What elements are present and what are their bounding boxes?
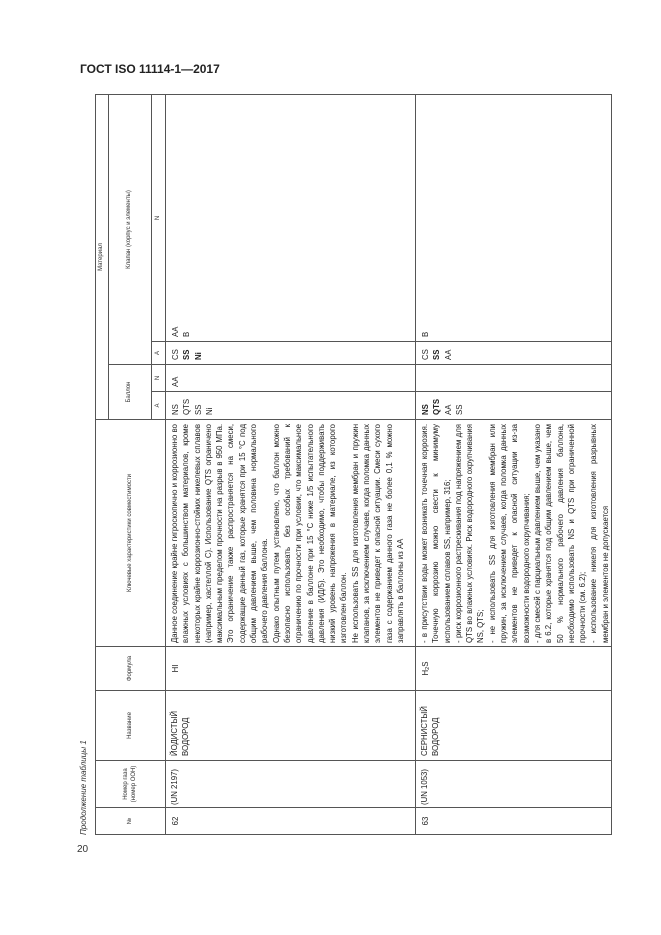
un-number: (UN 2197): [170, 769, 179, 805]
formula: [421, 662, 430, 676]
header-key-characteristics: Ключевые характеристики совместимости: [96, 420, 166, 647]
key-characteristics-paragraph: - для смесей с парциальным давлением выше, чем указано в 6.2, которые хранятся под общим давлением выше, чем 50 % нормального рабочего давления баллона, необходимо использовать NS и QTS при ограниченной прочности (см. 6.2);: [532, 424, 588, 643]
formula-cell: [166, 647, 416, 691]
gas-name-cell: [416, 691, 612, 761]
formula-base: H: [421, 669, 430, 676]
table-caption: Продолжение таблицы 1: [79, 740, 88, 835]
rotated-table-area: [79, 95, 610, 835]
un-number-cell: [166, 761, 416, 808]
header-formula: Формула: [96, 647, 166, 691]
header-cylinder-a: A: [152, 392, 166, 420]
formula-plain: HI: [171, 664, 180, 673]
material-code: B: [182, 331, 192, 337]
material-code: QTS: [182, 398, 192, 415]
material-code: B: [421, 331, 430, 337]
formula-cell: [416, 647, 612, 691]
material-code: SS: [193, 404, 203, 415]
formula-tail: S: [421, 661, 430, 667]
key-characteristics-paragraph: Однако опытным путем установлено, что баллон можно безопасно использовать без особых требований к ограничению по прочности при условии, что максимальное давление в баллоне при 15 °С ниже 1/5 испытательного давления (ИД/5). Это необходимо, чтобы поддерживать низкий уровень напряжения в материале, из которого изготовлен баллон.: [271, 424, 349, 643]
key-characteristics-paragraph: Не использовать SS для изготовления мембран и пружин клапанов, за исключением случаев, когда поломка данных элементов не приведет к опасной ситуации. Смеси сухого газа с содержанием данного газа не более 0,1 % можно заправлять в баллоны из AA: [350, 424, 405, 643]
key-characteristics-paragraph: Данное соединение крайне гигроскопично и коррозионно во влажных условиях с большинством материалов, кроме некоторых крайне коррозионно-стойких никелевых сплавов (например, хастеллой C). Использование QTS ограничено максимальным пределом прочности на разрыв в 950 МПа. Это ограничение также распространяется на смеси, содержащие данный газ, которые хранятся при 15 °С под общим давлением выше, чем половина нормального рабочего давления баллона.: [170, 424, 270, 643]
key-characteristics-paragraph: - в присутствии воды может возникать точечная коррозия. Точечную коррозию можно свести к минимуму использованием сплавов SS, например, 316;: [420, 424, 452, 643]
header-no: №: [96, 808, 166, 835]
material-code: Ni: [204, 407, 214, 415]
material-code: SS: [182, 349, 192, 360]
row-number-cell: [416, 808, 612, 835]
cylinder-a-cell: [416, 392, 612, 420]
valve-n-cell: [416, 94, 612, 341]
header-name: Название: [96, 691, 166, 761]
gas-name: ЙОДИСТЫЙ ВОДОРОД: [170, 710, 191, 756]
table-body: [166, 94, 612, 834]
header-cylinder-n: N: [152, 365, 166, 392]
valve-n-cell: [166, 94, 416, 341]
header-un-number: Номер газа (номер ООН): [96, 761, 166, 808]
row-number: 62: [171, 816, 180, 826]
material-code: Ni: [193, 352, 203, 360]
material-code: CS: [171, 349, 180, 360]
material-code: SS: [432, 349, 442, 360]
material-code: QTS: [432, 398, 442, 415]
formula: [171, 665, 180, 673]
header-valve-n: N: [152, 94, 166, 341]
gas-compatibility-table: [95, 94, 612, 835]
material-code: NS: [421, 404, 430, 415]
gas-name-cell: [166, 691, 416, 761]
page-number: 20: [77, 844, 89, 855]
key-characteristics-paragraph: - риск коррозионного растрескивания под напряжением для QTS во влажных условиях. Риск водородного охрупчивания NS, QTS;: [453, 424, 486, 643]
material-code: AA: [443, 404, 453, 415]
cylinder-n-cell: [416, 365, 612, 392]
un-number-cell: [416, 761, 612, 808]
header-cylinder: Баллон: [109, 365, 152, 420]
material-code: AA: [171, 326, 180, 337]
key-characteristics-paragraph: - не использовать SS для изготовления мембран или пружин, за исключением случаев, когда поломка данных элементов не приведет к опасной ситуации из-за возможности водородного охрупчивания;: [487, 424, 531, 643]
material-code: CS: [421, 349, 430, 360]
document-title: ГОСТ ISO 11114-1—2017: [80, 62, 220, 76]
cylinder-a-cell: [166, 392, 416, 420]
gas-name: СЕРНИСТЫЙ ВОДОРОД: [420, 706, 441, 756]
header-valve-a: A: [152, 342, 166, 365]
cylinder-n-cell: [166, 365, 416, 392]
key-characteristics-cell: [166, 420, 416, 647]
material-code: AA: [171, 376, 180, 387]
material-code: SS: [454, 404, 464, 415]
header-valve: Клапан (корпус и элементы): [109, 94, 152, 364]
formula-subscript: 2: [425, 666, 431, 670]
row-number-cell: [166, 808, 416, 835]
table-row: [166, 94, 416, 834]
valve-a-cell: [166, 342, 416, 365]
material-code: NS: [171, 404, 180, 415]
un-number: (UN 1053): [420, 769, 429, 805]
row-number: 63: [421, 816, 430, 826]
valve-a-cell: [416, 342, 612, 365]
table-row: [416, 94, 612, 834]
header-material: Материал: [96, 94, 109, 419]
key-characteristics-paragraph: - использование никеля для изготовления разрывных мембран и элементов не допускается: [589, 424, 610, 643]
key-characteristics-cell: [416, 420, 612, 647]
material-code: AA: [443, 349, 453, 360]
